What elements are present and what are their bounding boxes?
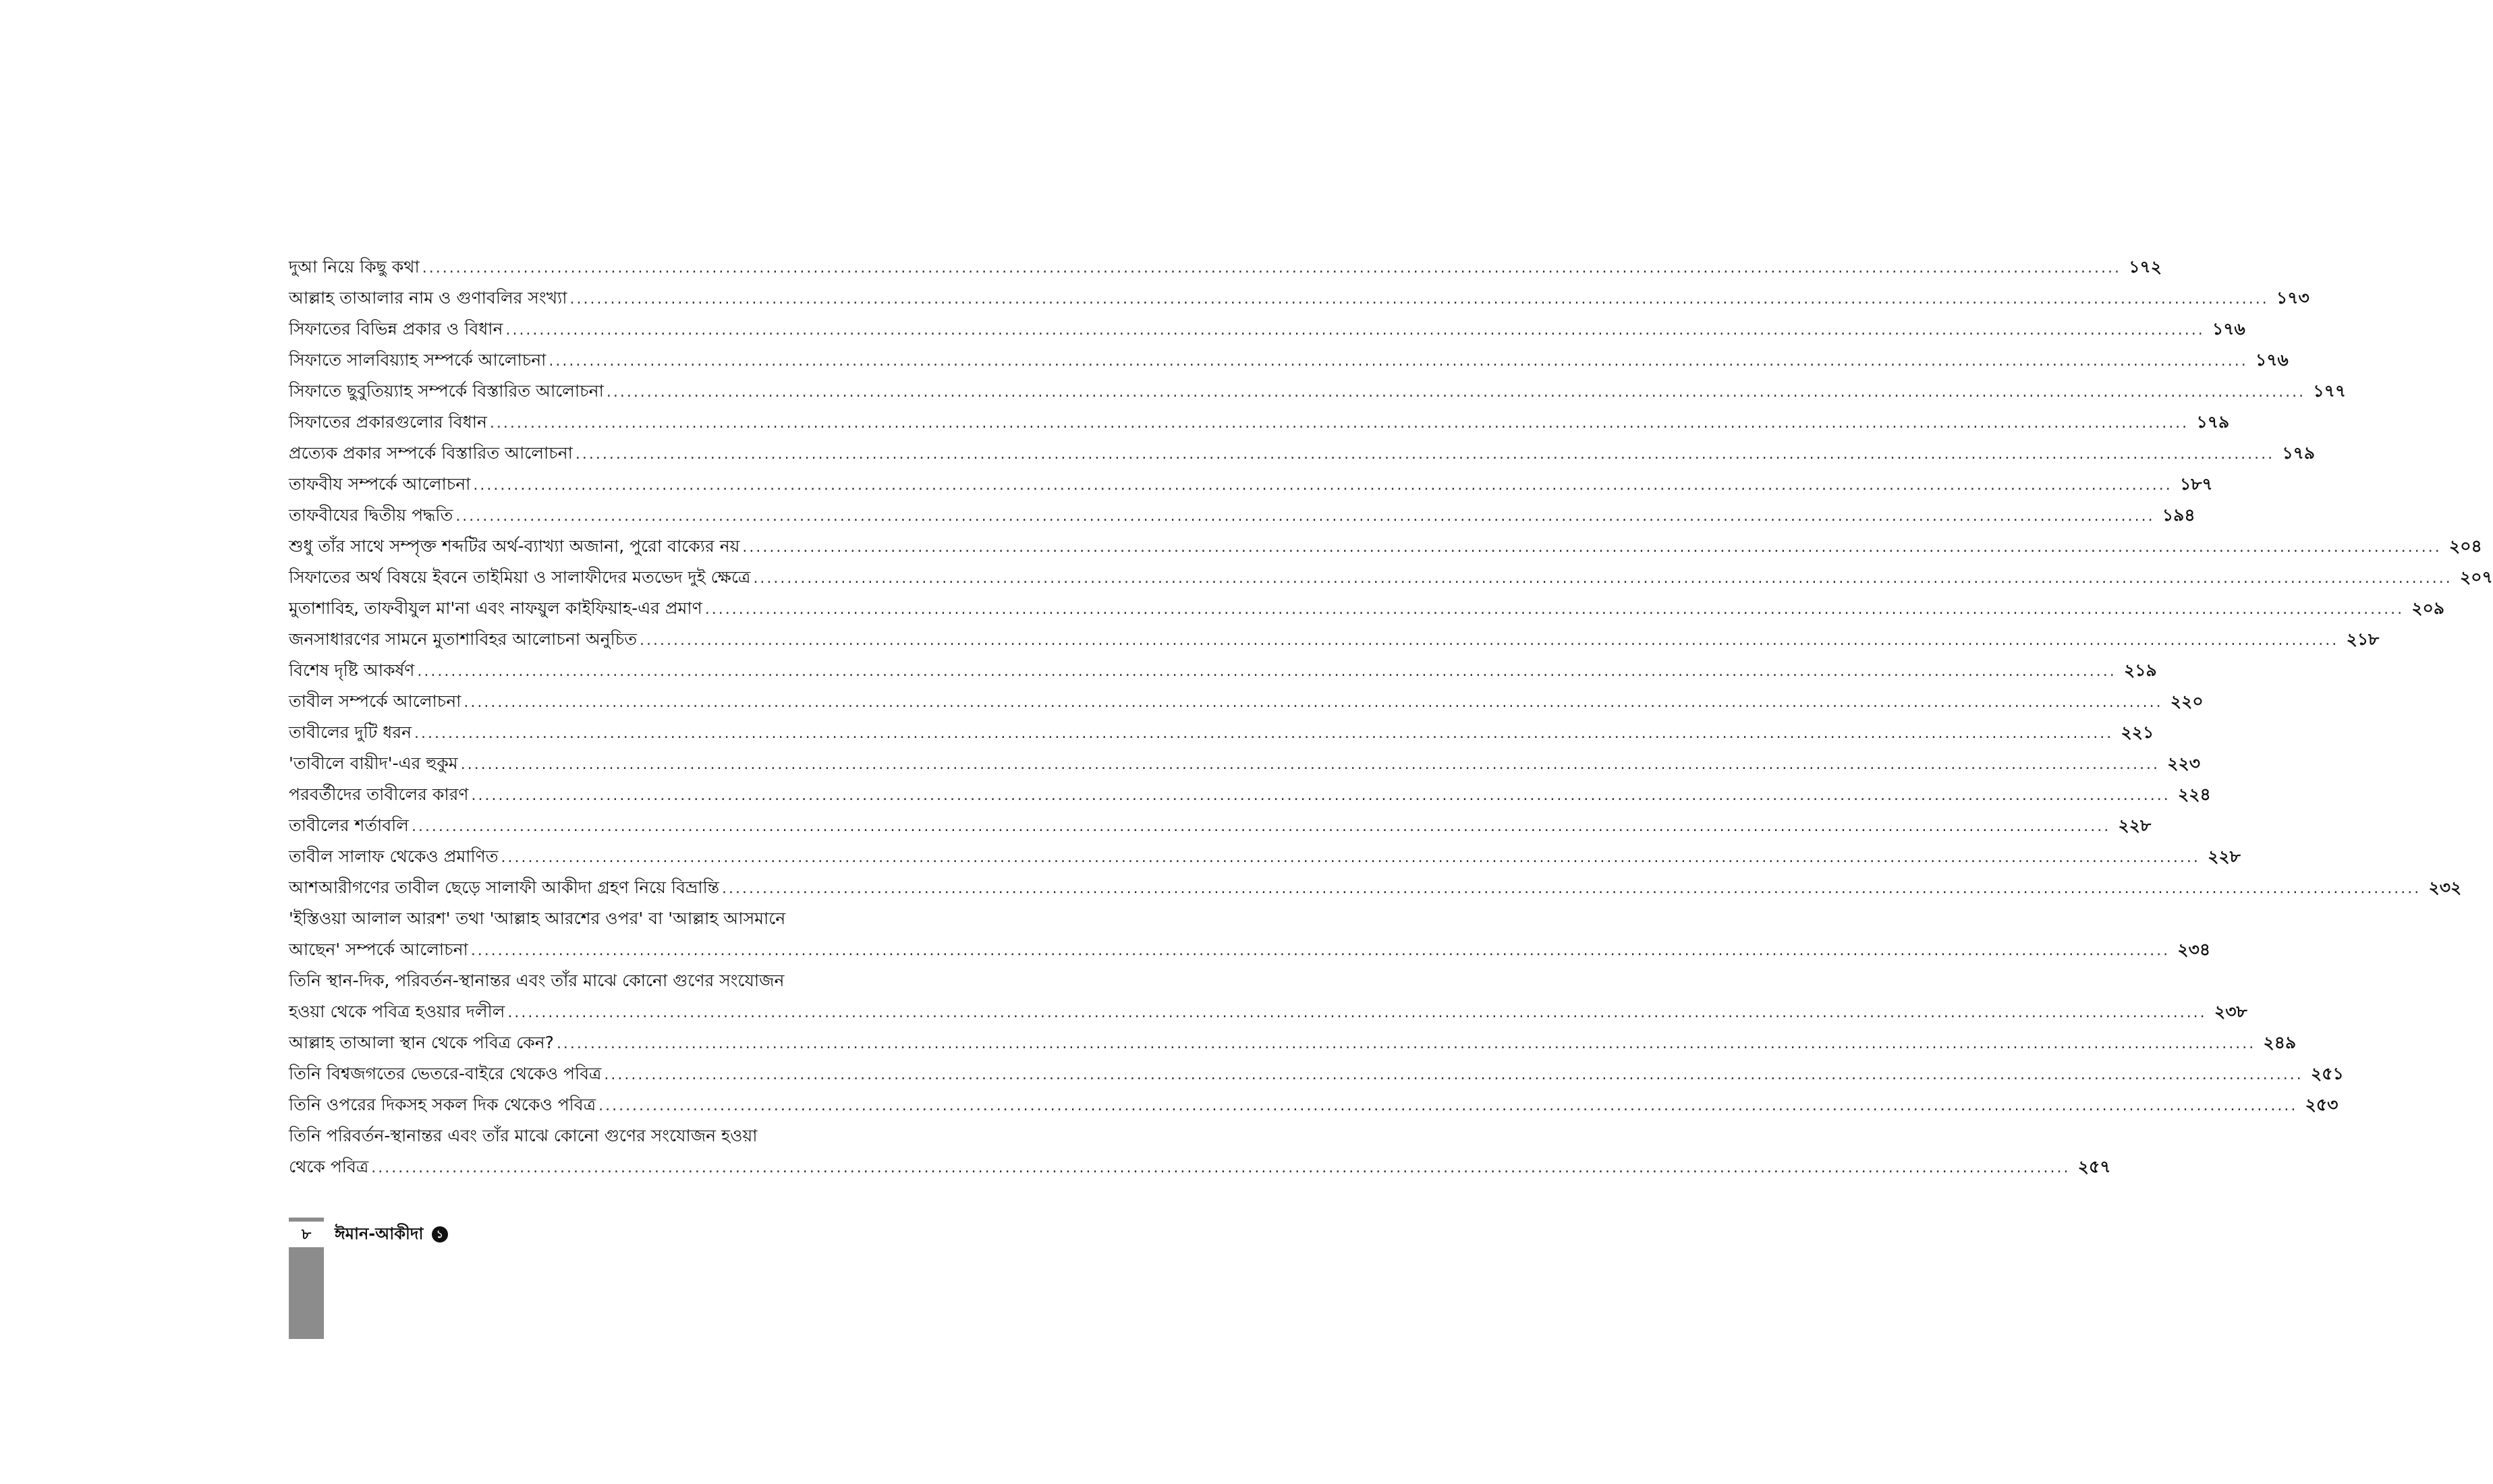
toc-page-number: ২১৮ (2346, 629, 2380, 649)
toc-line (289, 996, 2247, 1027)
toc-entry (289, 624, 2380, 655)
toc-entry (289, 810, 2152, 841)
dot-leader (719, 874, 2424, 905)
dot-leader (702, 594, 2407, 625)
page-number: ৮ (301, 1226, 312, 1243)
toc-page-number: ১৭৬ (2212, 319, 2245, 339)
toc-line (289, 655, 2157, 686)
toc-entry-title: তাফবীযের দ্বিতীয় পদ্ধতি (289, 505, 453, 525)
toc-line (289, 1120, 861, 1151)
toc-entry (289, 1058, 2344, 1089)
toc-entry (289, 252, 2162, 283)
toc-page-number: ২০৪ (2448, 536, 2482, 556)
toc-line (289, 376, 2347, 407)
dot-leader (470, 470, 2175, 501)
dot-leader (453, 501, 2157, 532)
toc-page-number: ২৩৪ (2177, 940, 2211, 959)
dot-leader (637, 625, 2341, 656)
dot-leader (461, 687, 2165, 718)
toc-entry-title: প্রত্যেক প্রকার সম্পর্কে বিস্তারিত আলোচনা (289, 443, 573, 463)
dot-leader (546, 346, 2250, 377)
toc-page-number: ২০৯ (2411, 598, 2445, 618)
toc-entry-title: পরবর্তীদের তাবীলের কারণ (289, 784, 469, 804)
toc-line (289, 1058, 2344, 1089)
toc-entry-title: হওয়া থেকে পবিত্র হওয়ার দলীল (289, 1002, 505, 1021)
toc-entry-title: তিনি ওপরের দিকসহ সকল দিক থেকেও পবিত্র (289, 1095, 596, 1114)
toc-entry-title: 'তাবীলে বায়ীদ'-এর হুকুম (289, 753, 458, 773)
toc-entry-title: সিফাতে ছুবুতিয়্যাহ সম্পর্কে বিস্তারিত আলোচনা (289, 381, 604, 401)
toc-entry-title: শুধু তাঁর সাথে সম্পৃক্ত শব্দটির অর্থ-ব্যাখ্যা অজানা, পুরো বাক্যের নয় (289, 536, 740, 556)
page-footer (289, 1218, 559, 1339)
toc-line (289, 779, 2211, 810)
toc-page-number: ২২৮ (2118, 816, 2152, 835)
toc-line (289, 872, 2462, 903)
toc-line (289, 1089, 2338, 1120)
toc-entry (289, 779, 2211, 810)
toc-page-number: ২৫১ (2310, 1064, 2344, 1083)
toc-entry-title: আছেন' সম্পর্কে আলোচনা (289, 940, 468, 959)
toc-line (289, 283, 2309, 314)
toc-entry-title: তাবীল সালাফ থেকেও প্রমাণিত (289, 847, 499, 866)
toc-line (289, 562, 2493, 593)
toc-entry-title: তাফবীয সম্পর্কে আলোচনা (289, 474, 471, 494)
toc-entry-title: বিশেষ দৃষ্টি আকর্ষণ (289, 660, 415, 680)
toc-line (289, 748, 2200, 779)
dot-leader (573, 439, 2277, 470)
toc-entry-title: সিফাতের বিভিন্ন প্রকার ও বিধান (289, 319, 503, 339)
toc-page-number: ২৩২ (2428, 878, 2462, 897)
dot-leader (601, 1060, 2305, 1091)
toc-entry-title: তাবীলের শর্তাবলি (289, 816, 409, 835)
toc-line (289, 810, 2152, 841)
toc-line (289, 965, 861, 996)
dot-leader (412, 718, 2116, 749)
toc-entry-title: থেকে পবিত্র (289, 1157, 369, 1176)
toc-entry (289, 748, 2200, 779)
toc-page-number: ২১৯ (2124, 660, 2157, 680)
dot-leader (487, 408, 2191, 439)
dot-leader (739, 532, 2444, 563)
dot-leader (499, 843, 2203, 874)
toc-line (289, 531, 2482, 562)
toc-page-number: ২০৭ (2459, 567, 2493, 587)
footer-bar-top (289, 1218, 324, 1222)
dot-leader (503, 315, 2207, 346)
toc-entry (289, 1120, 2111, 1182)
toc-entry-title: তিনি বিশ্বজগতের ভেতরে-বাইরে থেকেও পবিত্র (289, 1064, 602, 1083)
toc-page-number: ২২৮ (2208, 847, 2241, 866)
toc-entry (289, 1027, 2297, 1058)
toc-entry (289, 469, 2213, 500)
toc-page-number: ২৪৯ (2263, 1033, 2297, 1052)
toc-entry-title: দুআ নিয়ে কিছু কথা (289, 257, 420, 277)
dot-leader (750, 563, 2455, 594)
book-title-text: ঈমান-আকীদা (335, 1224, 424, 1243)
dot-leader (468, 936, 2173, 967)
toc-entry (289, 407, 2230, 438)
toc-line (289, 624, 2380, 655)
toc-line (289, 1151, 2111, 1182)
toc-entry (289, 686, 2204, 717)
toc-line (289, 500, 2195, 531)
toc-page-number: ২৫৭ (2077, 1157, 2111, 1176)
toc-line (289, 841, 2241, 872)
toc-page-number: ১৭৯ (2196, 412, 2230, 432)
toc-entry (289, 965, 2247, 1027)
footer-bar-block (289, 1247, 324, 1339)
toc-entry-title: জনসাধারণের সামনে মুতাশাবিহর আলোচনা অনুচিত (289, 629, 637, 649)
dot-leader (596, 1091, 2300, 1122)
toc-line (289, 314, 2245, 345)
toc-entry (289, 1089, 2338, 1120)
toc-line (289, 1027, 2297, 1058)
toc-page-number: ২৩৮ (2214, 1002, 2247, 1021)
toc-entry-title: মুতাশাবিহ, তাফবীযুল মা'না এবং নাফয়ুল কাইফিয়াহ-এর প্রমাণ (289, 598, 702, 618)
toc-entry (289, 283, 2309, 314)
toc-entry-title: সিফাতের অর্থ বিষয়ে ইবনে তাইমিয়া ও সালাফীদের মতভেদ দুই ক্ষেত্রে (289, 567, 751, 587)
dot-leader (414, 656, 2119, 687)
dot-leader (554, 1029, 2258, 1060)
dot-leader (468, 780, 2173, 811)
dot-leader (567, 284, 2272, 315)
table-of-contents (289, 252, 2493, 1182)
toc-entry-title: তিনি স্থান-দিক, পরিবর্তন-স্থানান্তর এবং তাঁর মাঝে কোনো গুণের সংযোজন (289, 971, 785, 990)
toc-page-number: ২২৩ (2167, 753, 2200, 773)
toc-line (289, 407, 2230, 438)
toc-entry (289, 500, 2195, 531)
toc-entry (289, 376, 2347, 407)
toc-entry-title: আল্লাহ তাআলা স্থান থেকে পবিত্র কেন? (289, 1033, 554, 1052)
toc-page-number: ২২০ (2170, 691, 2204, 711)
toc-entry-title: আল্লাহ তাআলার নাম ও গুণাবলির সংখ্যা (289, 288, 567, 308)
toc-page-number: ২৫৩ (2305, 1095, 2338, 1114)
toc-page-number: ১৭৬ (2255, 350, 2289, 370)
toc-entry (289, 717, 2154, 748)
toc-entry-title: সিফাতের প্রকারগুলোর বিধান (289, 412, 487, 432)
toc-entry-title: তিনি পরিবর্তন-স্থানান্তর এবং তাঁর মাঝে কোনো গুণের সংযোজন হওয়া (289, 1126, 758, 1145)
toc-line (289, 686, 2204, 717)
dot-leader (368, 1153, 2073, 1184)
toc-entry (289, 593, 2445, 624)
toc-line (289, 252, 2162, 283)
toc-entry (289, 531, 2482, 562)
volume-mark: ১ (432, 1226, 448, 1243)
toc-page-number: ১৭৩ (2276, 288, 2309, 308)
toc-entry (289, 872, 2462, 903)
dot-leader (458, 749, 2162, 780)
toc-entry-title: সিফাতে সালবিয়্যাহ সম্পর্কে আলোচনা (289, 350, 547, 370)
toc-entry (289, 841, 2241, 872)
toc-entry (289, 562, 2493, 593)
toc-line (289, 593, 2445, 624)
toc-page-number: ২২৪ (2178, 784, 2211, 804)
toc-line (289, 345, 2289, 376)
toc-line (289, 438, 2316, 469)
toc-page-number: ১৯৪ (2162, 505, 2195, 525)
toc-page-number: ১৭৯ (2282, 443, 2316, 463)
dot-leader (604, 377, 2308, 408)
toc-entry-title: তাবীল সম্পর্কে আলোচনা (289, 691, 461, 711)
toc-line (289, 469, 2213, 500)
toc-line (289, 717, 2154, 748)
book-title (335, 1222, 448, 1249)
toc-page-number: ২২১ (2121, 722, 2154, 742)
toc-entry-title: আশআরীগণের তাবীল ছেড়ে সালাফী আকীদা গ্রহণ নিয়ে বিভ্রান্তি (289, 878, 719, 897)
toc-page-number: ১৭৭ (2313, 381, 2347, 401)
toc-entry (289, 314, 2245, 345)
toc-line (289, 934, 2211, 965)
toc-page-number: ১৮৭ (2179, 474, 2213, 494)
toc-entry-title: তাবীলের দুটি ধরন (289, 722, 412, 742)
dot-leader (505, 998, 2209, 1029)
dot-leader (420, 253, 2124, 284)
toc-line (289, 903, 861, 934)
toc-entry-title: 'ইস্তিওয়া আলাল আরশ' তথা 'আল্লাহ আরশের ওপর' বা 'আল্লাহ আসমানে (289, 909, 786, 928)
toc-entry (289, 903, 2211, 965)
toc-page-number: ১৭২ (2129, 257, 2162, 277)
toc-entry (289, 345, 2289, 376)
dot-leader (409, 811, 2113, 843)
toc-entry (289, 438, 2316, 469)
toc-entry (289, 655, 2157, 686)
